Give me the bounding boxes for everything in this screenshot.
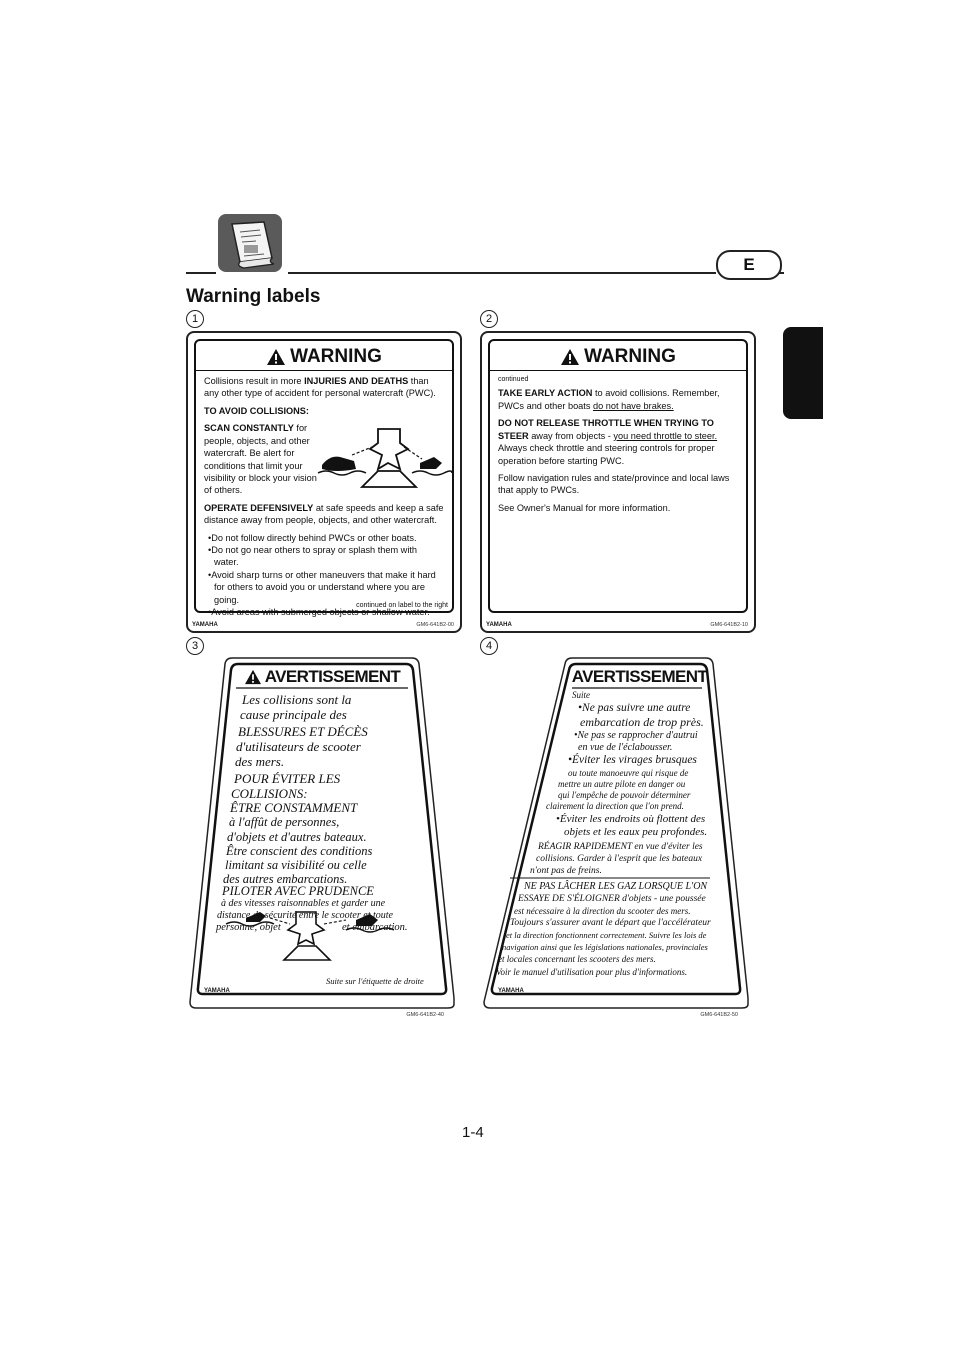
label-2-heading-text: WARNING <box>584 346 676 367</box>
manual-book-icon <box>218 214 282 272</box>
l1-bullet: •Do not go near others to spray or splash them with water. <box>208 545 418 568</box>
page-number: 1-4 <box>462 1124 484 1141</box>
l4-line: Voir le manuel d'utilisation pour plus d'informations. <box>496 967 688 977</box>
label-1-brand: YAMAHA <box>192 622 218 628</box>
l4-line: et la direction fonctionnent correctement. Suivre les lois de <box>506 930 707 940</box>
l3-line: d'utilisateurs de scooter <box>236 739 361 754</box>
l4-line: est nécessaire à la direction du scooter des mers. <box>514 906 691 916</box>
header-rule-right <box>288 272 716 274</box>
label-1-heading <box>196 344 452 371</box>
l1-p4-a: OPERATE DEFENSIVELY <box>204 502 314 513</box>
l3-line: COLLISIONS: <box>231 786 308 801</box>
l3-line: d'objets et d'autres bateaux. <box>227 830 367 844</box>
l1-p1-a: Collisions result in more <box>204 376 305 386</box>
l4-line: embarcation de trop près. <box>580 715 704 729</box>
warning-label-1 <box>186 331 462 633</box>
label-number-3: 3 <box>186 637 204 655</box>
l3-line: à l'affût de personnes, <box>229 815 340 829</box>
label-2-brand: YAMAHA <box>486 622 512 628</box>
label-2-p1 <box>498 387 738 412</box>
l4-line: et locales concernant les scooters des mers. <box>498 954 656 964</box>
label-4-heading <box>570 665 706 688</box>
l3-line: distance de sécurité entre le scooter et toute <box>217 910 393 921</box>
l1-bullet: •Avoid sharp turns or other maneuvers that make it hard for others to avoid you or understand where you are going. <box>208 569 436 605</box>
label-3-continued: Suite sur l'étiquette de droite <box>326 976 424 986</box>
warning-label-3 <box>186 652 458 1020</box>
l4-line: •Ne pas suivre une autre <box>578 702 691 714</box>
l1-bullet: •Avoid areas with submerged objects or shallow water. <box>208 607 430 618</box>
label-1-p4 <box>204 502 444 527</box>
label-2-code: GM6-641B2-10 <box>710 622 748 628</box>
label-1-body <box>204 375 444 619</box>
l3-line: Être conscient des conditions <box>226 844 373 858</box>
l1-p3-a: SCAN CONSTANTLY <box>204 423 294 434</box>
l4-line: objets et les eaux peu profondes. <box>564 826 708 838</box>
l2-p2-c: you need throttle to steer. <box>613 430 718 441</box>
l4-line: en vue de l'éclabousser. <box>578 742 673 753</box>
label-4-heading-text: AVERTISSEMENT <box>571 666 708 686</box>
l3-line: PILOTER AVEC PRUDENCE <box>222 884 374 898</box>
l2-p2-d: Always check throttle and steering controls for proper operation before starting PWC. <box>498 443 715 466</box>
warning-triangle-icon <box>244 669 262 685</box>
label-2-continued: continued <box>498 376 529 383</box>
l4-line: ESSAYE DE S'ÉLOIGNER d'objets - une poussée <box>518 894 706 904</box>
warning-label-2 <box>480 331 756 633</box>
l4-line: •Éviter les virages brusques <box>568 754 697 766</box>
l4-line: qui l'empêche de pouvoir déterminer <box>558 790 691 800</box>
l1-p1-b: INJURIES AND DEATHS <box>304 376 409 386</box>
language-badge: E <box>716 250 782 280</box>
warning-triangle-icon <box>266 348 286 366</box>
l2-p2-b: away from objects - <box>528 430 614 441</box>
l4-line: mettre un autre pilote en danger ou <box>558 779 686 789</box>
watercraft-illustration <box>316 425 452 491</box>
label-1-frame <box>194 339 454 618</box>
label-2-p4: See Owner's Manual for more information. <box>498 502 671 513</box>
l3-line: cause principale des <box>240 707 347 722</box>
l3-line: à des vitesses raisonnables et garder une <box>221 898 386 909</box>
l3-line: POUR ÉVITER LES <box>234 771 341 786</box>
l3-line: des mers. <box>235 754 285 769</box>
l1-bullet: •Do not follow directly behind PWCs or other boats. <box>208 532 417 543</box>
l2-p1-c: do not have brakes. <box>592 400 674 411</box>
label-1-code: GM6-641B2-00 <box>416 622 454 628</box>
warning-label-4 <box>480 652 752 1020</box>
l3-line: Les collisions sont la <box>242 692 352 707</box>
l3-line: et embarcation. <box>342 922 408 933</box>
l4-line: n'ont pas de freins. <box>530 866 602 876</box>
label-2-p3: Follow navigation rules and state/province and local laws that apply to PWCs. <box>498 472 730 496</box>
label-4-brand: YAMAHA <box>498 988 524 994</box>
l3-line: des autres embarcations. <box>223 872 348 886</box>
l4-line: •Ne pas se rapprocher d'autrui <box>574 730 698 741</box>
label-3-heading-text: AVERTISSEMENT <box>264 666 401 686</box>
l3-line: personne, objet <box>216 922 281 933</box>
l3-line: limitant sa visibilité ou celle <box>225 858 367 872</box>
l4-line: ou toute manoeuvre qui risque de <box>568 768 689 778</box>
label-number-1: 1 <box>186 310 204 328</box>
l4-line: RÉAGIR RAPIDEMENT en vue d'éviter les <box>538 842 703 852</box>
label-1-p1 <box>204 375 444 400</box>
section-title: Warning labels <box>186 286 321 307</box>
label-3-heading <box>232 665 412 688</box>
label-2-heading <box>490 344 746 371</box>
label-2-body <box>498 375 738 519</box>
warning-triangle-icon <box>560 348 580 366</box>
l4-line: navigation ainsi que les législations nationales, provinciales <box>502 942 708 952</box>
label-1-continued: continued on label to the right <box>356 602 448 609</box>
label-number-4: 4 <box>480 637 498 655</box>
header-rule-left <box>186 272 216 274</box>
l2-p1-b: to avoid collisions. Remember, PWCs and other boats <box>498 388 720 411</box>
l1-p3-b: for people, objects, and other watercraft. Be alert for conditions that limit your visibility or block your vision of others. <box>204 423 317 496</box>
l1-p4-b: at safe speeds and keep a safe distance away from people, objects, and other watercraft. <box>204 502 444 526</box>
l1-p1-c: than any other type of accident for personal watercraft (PWC). <box>204 376 436 399</box>
l1-p2: TO AVOID COLLISIONS: <box>204 405 309 416</box>
l3-line: BLESSURES ET DÉCÈS <box>238 724 368 739</box>
l4-line: Toujours s'assurer avant le départ que l'accélérateur <box>510 918 711 928</box>
l4-line: Suite <box>572 690 590 700</box>
label-1-p3 <box>204 422 324 497</box>
l2-p1-a: TAKE EARLY ACTION <box>498 388 593 399</box>
l4-line: clairement la direction que l'on prend. <box>546 801 684 811</box>
l4-line: •Éviter les endroits où flottent des <box>556 813 706 825</box>
label-4-code: GM6-641B2-50 <box>700 1012 738 1018</box>
label-1-heading-text: WARNING <box>290 346 382 367</box>
l3-line: ÊTRE CONSTAMMENT <box>230 800 358 815</box>
label-3-brand: YAMAHA <box>204 988 230 994</box>
chapter-tab <box>783 327 823 419</box>
l4-line: collisions. Garder à l'esprit que les bateaux <box>536 854 703 864</box>
label-1-p2 <box>204 405 444 417</box>
label-number-2: 2 <box>480 310 498 328</box>
l4-line: NE PAS LÂCHER LES GAZ LORSQUE L'ON <box>524 881 708 892</box>
label-2-frame <box>488 339 748 613</box>
l2-p2-a: DO NOT RELEASE THROTTLE WHEN TRYING TO STEER <box>498 418 714 441</box>
label-3-code: GM6-641B2-40 <box>406 1012 444 1018</box>
label-2-p2 <box>498 417 738 467</box>
